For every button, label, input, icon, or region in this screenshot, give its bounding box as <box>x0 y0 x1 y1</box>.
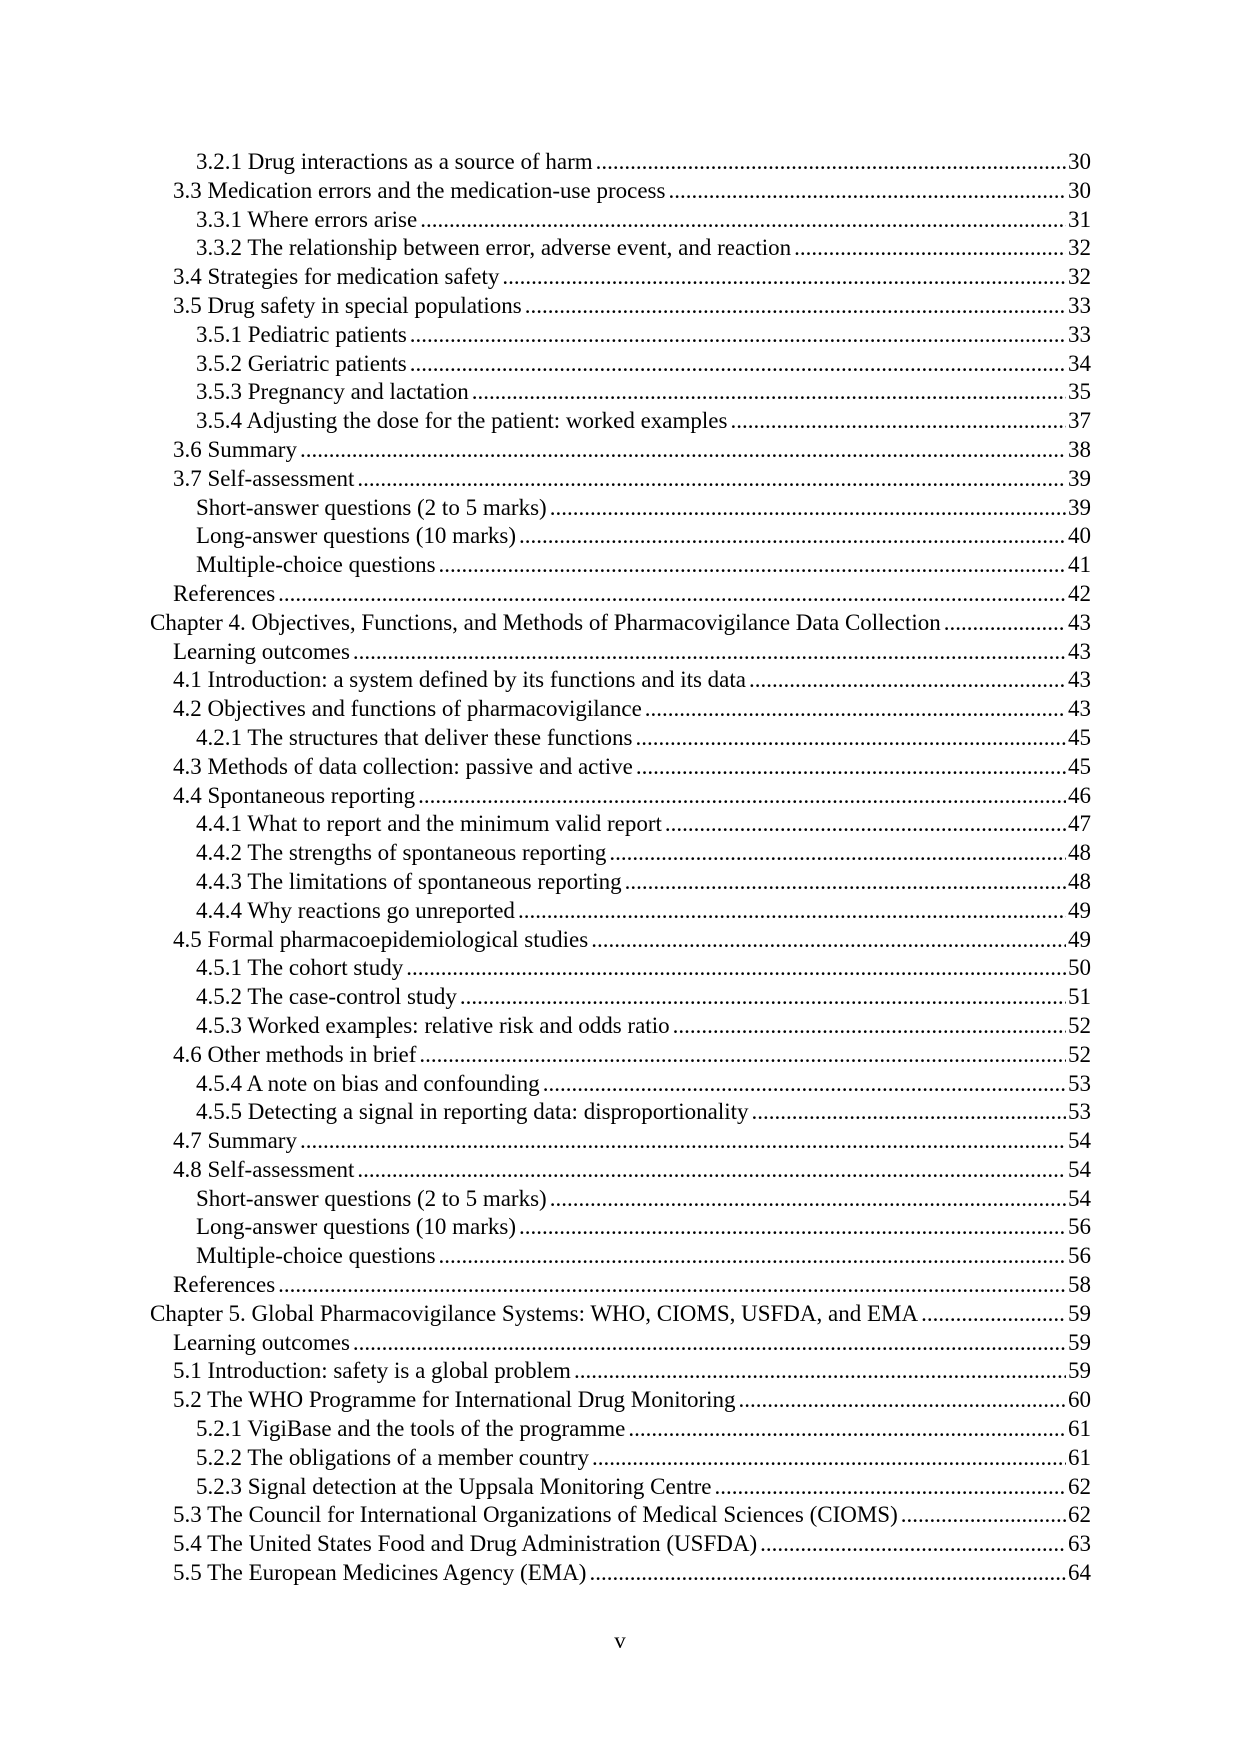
toc-entry[interactable] <box>150 177 1091 206</box>
toc-entry-page: 49 <box>1068 926 1091 952</box>
toc-entry-page: 60 <box>1068 1387 1091 1413</box>
dot-leader <box>591 926 1066 955</box>
toc-entry[interactable] <box>150 580 1091 609</box>
toc-entry[interactable] <box>150 1473 1091 1502</box>
toc-entry[interactable] <box>150 321 1091 350</box>
toc-entry[interactable] <box>150 1213 1091 1242</box>
toc-entry-title: 4.5.1 The cohort study <box>196 955 404 981</box>
toc-entry-page: 39 <box>1068 465 1091 491</box>
toc-entry-title: 4.2 Objectives and functions of pharmacovigilance <box>173 696 642 722</box>
dot-leader <box>550 494 1066 523</box>
toc-entry-title: 4.6 Other methods in brief <box>173 1041 417 1067</box>
toc-entry-page: 52 <box>1068 1041 1091 1067</box>
toc-entry-page: 38 <box>1068 436 1091 462</box>
toc-entry[interactable] <box>150 378 1091 407</box>
dot-leader <box>665 810 1066 839</box>
toc-entry-page: 59 <box>1068 1358 1091 1384</box>
toc-entry-title: 3.5.4 Adjusting the dose for the patient: worked examples <box>196 408 728 434</box>
toc-entry[interactable] <box>150 1242 1091 1271</box>
toc-entry[interactable] <box>150 1559 1091 1588</box>
toc-entry-page: 46 <box>1068 782 1091 808</box>
toc-entry-page: 34 <box>1068 350 1091 376</box>
toc-entry-page: 50 <box>1068 955 1091 981</box>
dot-leader <box>353 638 1066 667</box>
toc-chapter-entry[interactable] <box>150 609 1091 638</box>
toc-entry[interactable] <box>150 1271 1091 1300</box>
toc-entry-title: 3.5.2 Geriatric patients <box>196 350 407 376</box>
dot-leader <box>589 1559 1066 1588</box>
dot-leader <box>410 321 1066 350</box>
toc-entry-title: 4.4.1 What to report and the minimum valid report <box>196 811 662 837</box>
dot-leader <box>645 695 1066 724</box>
dot-leader <box>543 1070 1066 1099</box>
dot-leader <box>357 1156 1066 1185</box>
dot-leader <box>418 782 1066 811</box>
toc-entry-title: 5.1 Introduction: safety is a global problem <box>173 1358 571 1384</box>
toc-entry[interactable] <box>150 206 1091 235</box>
dot-leader <box>518 897 1066 926</box>
toc-entry-title: 4.5.4 A note on bias and confounding <box>196 1070 540 1096</box>
toc-entry-page: 33 <box>1068 321 1091 347</box>
dot-leader <box>406 954 1066 983</box>
toc-entry-title: References <box>173 1272 276 1298</box>
toc-entry[interactable] <box>150 1501 1091 1530</box>
toc-entry[interactable] <box>150 1415 1091 1444</box>
dot-leader <box>420 206 1066 235</box>
toc-entry-title: Chapter 4. Objectives, Functions, and Methods of Pharmacovigilance Data Collection <box>150 609 941 635</box>
toc-entry-page: 48 <box>1068 868 1091 894</box>
toc-entry-page: 54 <box>1068 1156 1091 1182</box>
dot-leader <box>419 1041 1066 1070</box>
toc-entry[interactable] <box>150 695 1091 724</box>
toc-entry[interactable] <box>150 1357 1091 1386</box>
toc-entry[interactable] <box>150 810 1091 839</box>
toc-entry-page: 43 <box>1068 667 1091 693</box>
dot-leader <box>574 1357 1066 1386</box>
dot-leader <box>636 753 1066 782</box>
toc-entry-title: Learning outcomes <box>173 638 350 664</box>
toc-entry-title: 3.6 Summary <box>173 436 297 462</box>
toc-entry-title: 3.5.3 Pregnancy and lactation <box>196 379 469 405</box>
toc-entry-page: 30 <box>1068 177 1091 203</box>
toc-entry-page: 45 <box>1068 753 1091 779</box>
dot-leader <box>921 1300 1066 1329</box>
dot-leader <box>410 350 1066 379</box>
toc-entry-title: Long-answer questions (10 marks) <box>196 523 517 549</box>
toc-entry[interactable] <box>150 465 1091 494</box>
toc-entry[interactable] <box>150 1444 1091 1473</box>
toc-entry-title: 3.7 Self-assessment <box>173 465 355 491</box>
toc-entry-title: 5.2.2 The obligations of a member country <box>196 1444 590 1470</box>
dot-leader <box>628 1415 1066 1444</box>
toc-entry[interactable] <box>150 1329 1091 1358</box>
dot-leader <box>550 1185 1066 1214</box>
toc-entry[interactable] <box>150 753 1091 782</box>
dot-leader <box>353 1329 1066 1358</box>
dot-leader <box>752 1098 1066 1127</box>
toc-entry[interactable] <box>150 782 1091 811</box>
toc-entry-page: 51 <box>1068 984 1091 1010</box>
dot-leader <box>519 522 1066 551</box>
toc-entry-title: 5.2.3 Signal detection at the Uppsala Monitoring Centre <box>196 1473 712 1499</box>
toc-chapter-entry[interactable] <box>150 1300 1091 1329</box>
dot-leader <box>714 1473 1066 1502</box>
dot-leader <box>502 263 1066 292</box>
toc-entry-page: 54 <box>1068 1185 1091 1211</box>
toc-entry-title: 5.4 The United States Food and Drug Administration (USFDA) <box>173 1531 758 1557</box>
toc-entry-title: 4.1 Introduction: a system defined by its functions and its data <box>173 667 746 693</box>
dot-leader <box>794 234 1066 263</box>
toc-entry-page: 56 <box>1068 1243 1091 1269</box>
toc-entry-title: 4.5 Formal pharmacoepidemiological studies <box>173 926 589 952</box>
dot-leader <box>673 1012 1066 1041</box>
toc-entry[interactable] <box>150 263 1091 292</box>
toc-entry-title: 3.5.1 Pediatric patients <box>196 321 407 347</box>
toc-entry[interactable] <box>150 839 1091 868</box>
toc-entry[interactable] <box>150 350 1091 379</box>
toc-entry-page: 32 <box>1068 264 1091 290</box>
toc-entry-title: 3.5 Drug safety in special populations <box>173 292 522 318</box>
dot-leader <box>625 868 1066 897</box>
toc-entry-title: 4.4.3 The limitations of spontaneous reporting <box>196 868 622 894</box>
toc-entry-title: 3.3 Medication errors and the medication-use process <box>173 177 666 203</box>
toc-entry-title: 5.5 The European Medicines Agency (EMA) <box>173 1560 587 1586</box>
toc-entry[interactable] <box>150 234 1091 263</box>
toc-entry-page: 59 <box>1068 1329 1091 1355</box>
toc-entry[interactable] <box>150 292 1091 321</box>
toc-entry[interactable] <box>150 983 1091 1012</box>
dot-leader <box>525 292 1066 321</box>
toc-entry-page: 62 <box>1068 1502 1091 1528</box>
table-of-contents <box>150 148 1091 1588</box>
toc-entry-page: 41 <box>1068 552 1091 578</box>
dot-leader <box>278 580 1066 609</box>
toc-entry-title: 3.4 Strategies for medication safety <box>173 264 500 290</box>
toc-entry[interactable] <box>150 1530 1091 1559</box>
toc-entry[interactable] <box>150 724 1091 753</box>
dot-leader <box>730 407 1066 436</box>
toc-entry[interactable] <box>150 1386 1091 1415</box>
dot-leader <box>596 148 1066 177</box>
dot-leader <box>439 1242 1066 1271</box>
toc-entry[interactable] <box>150 1098 1091 1127</box>
toc-entry[interactable] <box>150 926 1091 955</box>
dot-leader <box>944 609 1066 638</box>
toc-entry-page: 42 <box>1068 580 1091 606</box>
toc-entry-page: 61 <box>1068 1444 1091 1470</box>
dot-leader <box>592 1444 1066 1473</box>
toc-entry-page: 48 <box>1068 840 1091 866</box>
toc-entry-page: 52 <box>1068 1012 1091 1038</box>
dot-leader <box>635 724 1066 753</box>
dot-leader <box>749 666 1066 695</box>
dot-leader <box>668 177 1066 206</box>
toc-entry-title: 5.2 The WHO Programme for International Drug Monitoring <box>173 1387 736 1413</box>
dot-leader <box>460 983 1066 1012</box>
toc-entry-title: Multiple-choice questions <box>196 1243 436 1269</box>
dot-leader <box>739 1386 1066 1415</box>
toc-entry-title: 4.5.2 The case-control study <box>196 984 457 1010</box>
page-number: v <box>614 1628 626 1653</box>
toc-entry[interactable] <box>150 638 1091 667</box>
dot-leader <box>300 1127 1066 1156</box>
toc-entry-title: 4.3 Methods of data collection: passive and active <box>173 753 633 779</box>
toc-entry-title: Long-answer questions (10 marks) <box>196 1214 517 1240</box>
toc-entry-page: 59 <box>1068 1300 1091 1326</box>
toc-entry[interactable] <box>150 1070 1091 1099</box>
toc-entry-title: Short-answer questions (2 to 5 marks) <box>196 1185 547 1211</box>
toc-entry-page: 64 <box>1068 1560 1091 1586</box>
toc-entry-title: 4.7 Summary <box>173 1128 297 1154</box>
toc-entry[interactable] <box>150 407 1091 436</box>
dot-leader <box>357 465 1066 494</box>
toc-entry[interactable] <box>150 1012 1091 1041</box>
dot-leader <box>278 1271 1066 1300</box>
toc-entry-page: 32 <box>1068 235 1091 261</box>
toc-entry-page: 53 <box>1068 1070 1091 1096</box>
dot-leader <box>760 1530 1066 1559</box>
toc-entry-page: 33 <box>1068 292 1091 318</box>
dot-leader <box>472 378 1066 407</box>
dot-leader <box>300 436 1066 465</box>
toc-entry-page: 49 <box>1068 897 1091 923</box>
toc-entry-title: 4.5.3 Worked examples: relative risk and odds ratio <box>196 1012 670 1038</box>
toc-entry-page: 37 <box>1068 408 1091 434</box>
toc-entry-title: 3.3.1 Where errors arise <box>196 206 418 232</box>
toc-entry-page: 61 <box>1068 1416 1091 1442</box>
toc-entry-page: 30 <box>1068 149 1091 174</box>
toc-entry[interactable] <box>150 954 1091 983</box>
toc-entry-page: 54 <box>1068 1128 1091 1154</box>
dot-leader <box>439 551 1066 580</box>
toc-entry-title: 3.2.1 Drug interactions as a source of harm <box>196 149 593 174</box>
toc-entry[interactable] <box>150 522 1091 551</box>
toc-entry-page: 43 <box>1068 696 1091 722</box>
toc-entry-page: 62 <box>1068 1473 1091 1499</box>
toc-entry-title: 5.2.1 VigiBase and the tools of the programme <box>196 1416 626 1442</box>
toc-entry-page: 53 <box>1068 1099 1091 1125</box>
toc-entry-page: 40 <box>1068 523 1091 549</box>
toc-entry-title: 4.8 Self-assessment <box>173 1156 355 1182</box>
toc-entry-title: 3.3.2 The relationship between error, adverse event, and reaction <box>196 235 792 261</box>
toc-entry[interactable] <box>150 551 1091 580</box>
toc-entry-page: 31 <box>1068 206 1091 232</box>
toc-entry[interactable] <box>150 897 1091 926</box>
toc-entry-title: Multiple-choice questions <box>196 552 436 578</box>
toc-entry-page: 63 <box>1068 1531 1091 1557</box>
toc-entry[interactable] <box>150 1041 1091 1070</box>
toc-entry[interactable] <box>150 494 1091 523</box>
toc-entry-title: 4.4.4 Why reactions go unreported <box>196 897 515 923</box>
toc-entry-page: 35 <box>1068 379 1091 405</box>
dot-leader <box>901 1501 1066 1530</box>
toc-entry[interactable] <box>150 436 1091 465</box>
toc-entry-title: Chapter 5. Global Pharmacovigilance Systems: WHO, CIOMS, USFDA, and EMA <box>150 1300 919 1326</box>
toc-entry-title: References <box>173 580 276 606</box>
toc-entry-page: 45 <box>1068 724 1091 750</box>
toc-entry-title: 5.3 The Council for International Organizations of Medical Sciences (CIOMS) <box>173 1502 898 1528</box>
toc-entry-page: 58 <box>1068 1272 1091 1298</box>
toc-entry-title: 4.4 Spontaneous reporting <box>173 782 416 808</box>
toc-entry[interactable] <box>150 148 1091 177</box>
toc-entry-title: 4.5.5 Detecting a signal in reporting data: disproportionality <box>196 1099 749 1125</box>
dot-leader <box>609 839 1066 868</box>
toc-entry[interactable] <box>150 1185 1091 1214</box>
dot-leader <box>519 1213 1066 1242</box>
toc-entry-title: 4.4.2 The strengths of spontaneous reporting <box>196 840 607 866</box>
toc-entry-page: 47 <box>1068 811 1091 837</box>
toc-entry[interactable] <box>150 1156 1091 1185</box>
toc-entry-page: 43 <box>1068 638 1091 664</box>
toc-entry-page: 39 <box>1068 494 1091 520</box>
toc-entry-page: 43 <box>1068 609 1091 635</box>
toc-entry-title: Learning outcomes <box>173 1329 350 1355</box>
toc-entry-title: 4.2.1 The structures that deliver these functions <box>196 724 633 750</box>
toc-entry-title: Short-answer questions (2 to 5 marks) <box>196 494 547 520</box>
toc-entry[interactable] <box>150 868 1091 897</box>
toc-entry[interactable] <box>150 666 1091 695</box>
toc-entry-page: 56 <box>1068 1214 1091 1240</box>
toc-entry[interactable] <box>150 1127 1091 1156</box>
